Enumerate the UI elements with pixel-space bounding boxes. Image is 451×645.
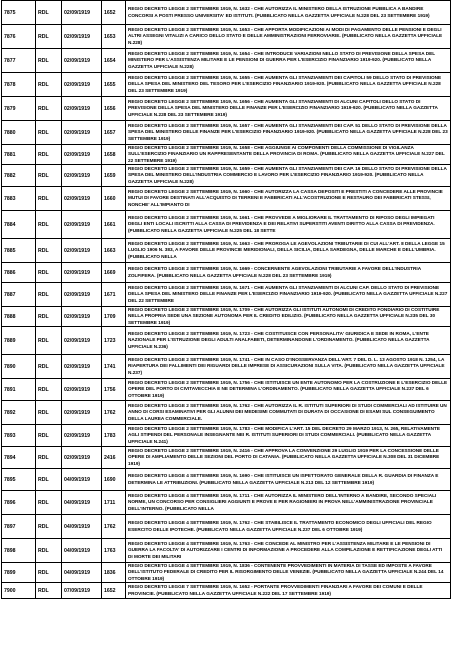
record-number: 7880 [2, 121, 36, 145]
record-number: 7893 [2, 425, 36, 447]
record-code: 1669 [102, 263, 126, 283]
record-date: 04/09/1919 [62, 539, 102, 563]
table-row [2, 401, 451, 425]
record-number: 7886 [2, 263, 36, 283]
table-row [2, 447, 451, 469]
record-type: RDL [36, 263, 62, 283]
record-date: 02/09/1919 [62, 379, 102, 401]
record-number: 7881 [2, 145, 36, 165]
table-row [2, 263, 451, 283]
record-date: 02/09/1919 [62, 239, 102, 263]
record-number: 7895 [2, 469, 36, 491]
record-description: REGIO DECRETO LEGGE 2 SETTEMBRE 1919, N. 1723 - CHE COSTITUISCE CON PERSONALITA' GIURIDICA E SEDE IN ROMA, L'ENTE NAZIONALE PER L'ISTRUZIONE DEGLI ADULTI ANALFABETI, DETERMINANDONE L'ORDINAMENTO. (PUBBLICATO NELLA GAZZETTA UFFICIALE N.236) [126, 327, 451, 355]
records-table [1, 0, 451, 599]
record-code: 1652 [102, 1, 126, 25]
record-description: REGIO DECRETO LEGGE 2 SETTEMBRE 1919, N. 2416 - CHE APPROVA LA CONVENZIONE 29 LUGLIO 1919 PER LA CONCESSIONE DELLE OPERE DI AMPLIAMENTO DELLE SEZIONI DEL PORTO DI CATANIA. (PUBBLICATO NELLA GAZZETTA UFFICIALE N.308 DEL 31 DICEMBRE 1919) [126, 447, 451, 469]
record-date: 02/09/1919 [62, 25, 102, 49]
record-type: RDL [36, 187, 62, 211]
record-type: RDL [36, 307, 62, 327]
record-number: 7877 [2, 49, 36, 73]
record-code: 1763 [102, 539, 126, 563]
record-description: REGIO DECRETO LEGGE 4 SETTEMBRE 1919, N. 1690 - CHE ISTITUISCE UN ISPETTORATO GENERALE DELLA R. GUARDIA DI FINANZA E DETERMINA LE ATTRIBUZIONI. (PUBBLICATO NELLA GAZZETTA UFFICIALE N.213 DEL 12 SETTEMBRE 1919) [126, 469, 451, 491]
record-date: 04/09/1919 [62, 491, 102, 515]
record-number: 7899 [2, 563, 36, 583]
record-type: RDL [36, 49, 62, 73]
record-date: 02/09/1919 [62, 73, 102, 97]
table-row [2, 187, 451, 211]
record-date: 02/09/1919 [62, 145, 102, 165]
record-type: RDL [36, 327, 62, 355]
record-code: 1663 [102, 239, 126, 263]
record-number: 7884 [2, 211, 36, 239]
record-number: 7897 [2, 515, 36, 539]
record-number: 7879 [2, 97, 36, 121]
record-type: RDL [36, 73, 62, 97]
table-row [2, 425, 451, 447]
record-date: 02/09/1919 [62, 425, 102, 447]
record-description: REGIO DECRETO LEGGE 2 SETTEMBRE 1919, N. 1658 - CHE AGGIUNGE AI COMPONENTI DELLA COMMISSIONE DI VIGILANZA SULL'ESERCIZIO FINANZIARIO UN RAPPRESENTANTE DELLA PROVINCIA DI ROMA. (PUBBLICATO NELLA GAZZETTA UFFICIALE N.227 DEL 22 SETTEMBRE 1919) [126, 145, 451, 165]
table-row [2, 97, 451, 121]
record-code: 1709 [102, 307, 126, 327]
table-row [2, 563, 451, 583]
record-number: 7892 [2, 401, 36, 425]
table-row [2, 165, 451, 187]
table-row [2, 1, 451, 25]
record-description: REGIO DECRETO LEGGE 2 SETTEMBRE 1919, N. 1663 - CHE PROROGA LE AGEVOLAZIONI TRIBUTARIE DI CUI ALL'ART. 8 DELLA LEGGE 15 LUGLIO 1906 N. 383, A FAVORE DELLE PROVINCIE MERIDIONALI, DELLA SICILIA, DELLA SARDEGNA, DELLE MARCHE E DELL'UMBRIA. (PUBBLICATO NELLA [126, 239, 451, 263]
record-code: 1723 [102, 327, 126, 355]
record-date: 02/09/1919 [62, 211, 102, 239]
record-number: 7878 [2, 73, 36, 97]
record-number: 7896 [2, 491, 36, 515]
table-row [2, 355, 451, 379]
table-row [2, 121, 451, 145]
record-date: 02/09/1919 [62, 307, 102, 327]
record-number: 7888 [2, 307, 36, 327]
record-code: 1661 [102, 211, 126, 239]
record-type: RDL [36, 515, 62, 539]
table-row [2, 239, 451, 263]
record-number: 7887 [2, 283, 36, 307]
record-type: RDL [36, 379, 62, 401]
table-row [2, 515, 451, 539]
record-date: 07/09/1919 [62, 583, 102, 599]
record-description: REGIO DECRETO LEGGE 2 SETTEMBRE 1919, N. 1654 - CHE INTRODUCE VARIAZIONI NELLO STATO DI PREVISIONE DELLA SPESA DEL MINISTERO PER L'ASSISTENZA MILITARE E LE PENSIONI DI GUERRA PER L'ESERCIZIO FINANZIARIO 1919-920. (PUBBLICATO NELLA GAZZETTA UFFICIALE N.228) [126, 49, 451, 73]
record-code: 1658 [102, 145, 126, 165]
record-number: 7894 [2, 447, 36, 469]
record-type: RDL [36, 447, 62, 469]
record-date: 04/09/1919 [62, 563, 102, 583]
record-type: RDL [36, 145, 62, 165]
record-type: RDL [36, 491, 62, 515]
record-date: 02/09/1919 [62, 355, 102, 379]
table-row [2, 583, 451, 599]
record-description: REGIO DECRETO LEGGE 4 SETTEMBRE 1919, N. 1762 - CHE STABILISCE IL TRATTAMENTO ECONOMICO DEGLI UFFICIALI DEL REGIO ESERCITO DELLE IPOTECHE. (PUBBLICATO NELLA GAZZETTA UFFICIALE N.237 DEL 6 OTTOBRE 1919) [126, 515, 451, 539]
record-number: 7875 [2, 1, 36, 25]
table-row [2, 469, 451, 491]
record-code: 1656 [102, 97, 126, 121]
record-description: REGIO DECRETO LEGGE 2 SETTEMBRE 1919, N. 1661 - CHE PROVVEDE A MIGLIORARE IL TRATTAMENTO DI RIPOSO DEGLI IMPIEGATI DEGLI ENTI LOCALI ISCRITTI ALLA CASSA DI PREVIDENZA E DEI RELATIVI SUPERSTITI AVENTI DIRITTO ALLA CASSA DI PREVIDENZA. (PUBBLICATO NELLA GAZZETTA UFFICIALE N.225 DEL 18 SETTE [126, 211, 451, 239]
record-description: REGIO DECRETO LEGGE 2 SETTEMBRE 1919, N. 1756 - CHE ISTITUISCE UN ENTE AUTONOMO PER LA COSTRUZIONE E L'ESERCIZIO DELLE OPERE DEL PORTO DI CIVITAVECCHIA E NE DETERMINA L'ORDINAMENTO. (PUBBLICATO NELLA GAZZETTA UFFICIALE N.237 DEL 6 OTTOBRE 1919) [126, 379, 451, 401]
record-description: REGIO DECRETO LEGGE 2 SETTEMBRE 1919, N. 1741 - CHE IN CASO D'INOSSERVANZA DELL'ART. 7 DEL D. L. 13 AGOSTO 1918 N. 1254, LA RIAPERTURA DEI FALLIMENTI DEI RIGUARDI DELLE IMPRESE DI ASSICURAZIONI SULLA VITA. (PUBBLICATO NELLA GAZZETTA UFFICIALE N.237) [126, 355, 451, 379]
table-row [2, 539, 451, 563]
record-code: 1762 [102, 515, 126, 539]
record-type: RDL [36, 25, 62, 49]
record-code: 1653 [102, 25, 126, 49]
table-row [2, 211, 451, 239]
record-date: 02/09/1919 [62, 447, 102, 469]
table-row [2, 49, 451, 73]
record-description: REGIO DECRETO LEGGE 2 SETTEMBRE 1919, N. 1657 - CHE AUMENTA GLI STANZIAMENTI DEI CAP. 51 DELLO STATO DI PREVISIONE DELLA SPESA DEL MINISTERO DELLE FINANZE PER L'ESERCIZIO FINANZIARIO 1919-920. (PUBBLICATO NELLA GAZZETTA UFFICIALE N.228 DEL 23 SETTEMBRE 1919) [126, 121, 451, 145]
record-type: RDL [36, 425, 62, 447]
record-description: REGIO DECRETO LEGGE 2 SETTEMBRE 1919, N. 1653 - CHE APPORTA MODIFICAZIONI AI MODI DI PAGAMENTO DELLE PENSIONI E DEGLI ALTRI ASSEGNI VITALIZI A CARICO DELLO STATO E DELLE AMMINISTRAZIONI FERROVIARIE. (PUBBLICATO NELLA GAZZETTA UFFICIALE N.228) [126, 25, 451, 49]
record-type: RDL [36, 121, 62, 145]
record-description: REGIO DECRETO LEGGE 2 SETTEMBRE 1919, N. 1655 - CHE AUMENTA GLI STANZIAMENTI DEI CAPITOLI 59 DELLO STATO DI PREVISIONE DELLA SPESA DEL MINISTERO DEL TESORO PER L'ESERCIZIO FINANZIARIO 1919-920. (PUBBLICATO NELLA GAZZETTA UFFICIALE N.228 DEL 23 SETTEMBRE 1919) [126, 73, 451, 97]
record-type: RDL [36, 283, 62, 307]
record-type: RDL [36, 583, 62, 599]
record-type: RDL [36, 1, 62, 25]
record-type: RDL [36, 165, 62, 187]
record-code: 1690 [102, 469, 126, 491]
record-code: 1741 [102, 355, 126, 379]
table-row [2, 145, 451, 165]
record-number: 7890 [2, 355, 36, 379]
table-row [2, 307, 451, 327]
record-code: 1652 [102, 583, 126, 599]
record-date: 02/09/1919 [62, 401, 102, 425]
record-date: 02/09/1919 [62, 97, 102, 121]
table-row [2, 327, 451, 355]
table-row [2, 379, 451, 401]
table-row [2, 491, 451, 515]
record-code: 1762 [102, 401, 126, 425]
record-code: 1711 [102, 491, 126, 515]
record-code: 1659 [102, 165, 126, 187]
record-code: 1654 [102, 49, 126, 73]
record-code: 1660 [102, 187, 126, 211]
record-type: RDL [36, 401, 62, 425]
record-number: 7883 [2, 187, 36, 211]
record-type: RDL [36, 239, 62, 263]
record-code: 1783 [102, 425, 126, 447]
record-date: 02/09/1919 [62, 327, 102, 355]
record-type: RDL [36, 563, 62, 583]
table-row [2, 283, 451, 307]
table-row [2, 73, 451, 97]
record-code: 1671 [102, 283, 126, 307]
record-description: REGIO DECRETO LEGGE 2 SETTEMBRE 1919, N. 1762 - CHE AUTORIZZA IL R. ISTITUTI SUPERIORI DI STUDI COMMERCIALI AD ISTITUIRE UN ANNO DI CORSI ESAMINATIVI PER GLI ALUNNI DEI MEDESIMI COMMUTATI DI DURATA DI OCCASIONE DI ESAMI SUL CONSEGUIMENTO DELLA LAUREA COMMERCIALE. [126, 401, 451, 425]
record-date: 04/09/1919 [62, 469, 102, 491]
record-number: 7882 [2, 165, 36, 187]
record-date: 02/09/1919 [62, 121, 102, 145]
record-number: 7891 [2, 379, 36, 401]
record-description: REGIO DECRETO LEGGE 2 SETTEMBRE 1919, N. 1659 - CHE AUMENTA GLI STANZIAMENTI DEI CAP. 16 DELLO STATO DI PREVISIONE DELLA SPESA DEL MINISTERO DELL'INDUSTRIA COMMERCIO E LAVORO PER L'ESERCIZIO FINANZIARIO 1919-920. (PUBBLICATO NELLA GAZZETTA UFFICIALE N.228) [126, 165, 451, 187]
record-code: 2416 [102, 447, 126, 469]
record-description: REGIO DECRETO LEGGE 2 SETTEMBRE 1919, N. 1669 - CONCERNENTE AGEVOLAZIONI TRIBUTARIE A FAVORE DELL'INDUSTRIA ZOLFIFERA. (PUBBLICATO NELLA GAZZETTA UFFICIALE N.228 DEL 23 SETTEMBRE 1919) [126, 263, 451, 283]
record-date: 04/09/1919 [62, 515, 102, 539]
record-description: REGIO DECRETO LEGGE 4 SETTEMBRE 1919, N. 1836 - CONTENENTE PROVVEDIMENTI IN MATERIA DI TASSE ED IMPOSTE A FAVORE DELL'ISTITUTO FEDERALE DI CREDITO PER IL RISORGIMENTO DELLE VENEZIE. (PUBBLICATO NELLA GAZZETTA UFFICIALE N.244 DEL 14 OTTOBRE 1919) [126, 563, 451, 583]
record-description: REGIO DECRETO LEGGE 4 SETTEMBRE 1919, N. 1711 - CHE AUTORIZZA IL MINISTERO DELL'INTERNO A BANDIRE, SECONDO SPECIALI NORME, UN CONCORSO PER CONSIGLIERI AGGIUNTI E PROVE E PER RAGIONIERI IN PROVA NELL'AMMINISTRAZIONE PROVINCIALE DELL'INTERNO. (PUBBLICATO NELLA [126, 491, 451, 515]
record-code: 1836 [102, 563, 126, 583]
record-date: 02/09/1919 [62, 263, 102, 283]
record-date: 02/09/1919 [62, 49, 102, 73]
record-description: REGIO DECRETO LEGGE 2 SETTEMBRE 1919, N. 1656 - CHE AUMENTA GLI STANZIAMENTI DI ALCUNI CAPITOLI DELLO STATO DI PREVISIONE DELLA SPESA DEL MINISTERO DELLE FINANZE PER L'ESERCIZIO FINANZIARIO 1919-920. (PUBBLICATO NELLA GAZZETTA UFFICIALE N.228 DEL 23 SETTEMBRE 1919) [126, 97, 451, 121]
record-number: 7889 [2, 327, 36, 355]
record-number: 7885 [2, 239, 36, 263]
record-type: RDL [36, 469, 62, 491]
record-description: REGIO DECRETO LEGGE 2 SETTEMBRE 1919, N. 1660 - CHE AUTORIZZA LA CASSA DEPOSITI E PRESTITI A CONCEDERE ALLE PROVINCIE MUTUI DI FAVORE DESTINATI ALL'ACQUISTO DI TERRENI E FABBRICATI ALL'ACOSTRUZIONE E RESTAURO DEI FABBRICATI STESSI, NONCHE' ALL'IMPIANTO DI [126, 187, 451, 211]
record-date: 02/09/1919 [62, 187, 102, 211]
record-type: RDL [36, 355, 62, 379]
record-description: REGIO DECRETO LEGGE 2 SETTEMBRE 1919, N. 1709 - CHE AUTORIZZA GLI ISTITUTI AUTONOMI DI CREDITO FONDIARIO DI COSTITUIRE NELLA PROPRIA SEDE UNA SEZIONE AUTONOMA PER IL CREDITO EDILIZIO. (PUBBLICATO NELLA GAZZETTA UFFICIALE N.235 DEL 30 SETTEMBRE 1919) [126, 307, 451, 327]
record-type: RDL [36, 97, 62, 121]
record-type: RDL [36, 539, 62, 563]
record-type: RDL [36, 211, 62, 239]
record-description: REGIO DECRETO LEGGE 2 SETTEMBRE 1919, N. 1671 - CHE AUMENTA GLI STANZIAMENTI DI ALCUNI CAP. DELLO STATO DI PREVISIONE DELLA SPESA DEL MINISTERO DELLE FINANZE PER L'ESERCIZIO FINANZIARIO 1919-920. (PUBBLICATO NELLA GAZZETTA UFFICIALE N.227 DEL 22 SETTEMBRE [126, 283, 451, 307]
record-code: 1657 [102, 121, 126, 145]
record-number: 7900 [2, 583, 36, 599]
records-body [2, 1, 451, 599]
record-date: 02/09/1919 [62, 165, 102, 187]
table-row [2, 25, 451, 49]
record-code: 1655 [102, 73, 126, 97]
record-description: REGIO DECRETO LEGGE 2 SETTEMBRE 1919, N. 1632 - CHE AUTORIZZA IL MINISTERO DELLA ISTRUZIONE PUBBLICA A BANDIRE CONCORSI A POSTI PRESSO UNIVERSITA' ED ISTITUTI. (PUBBLICATO NELLA GAZZETTA UFFICIALE N.228 DEL 23 SETTEMBRE 1919) [126, 1, 451, 25]
record-code: 1756 [102, 379, 126, 401]
record-description: REGIO DECRETO LEGGE 4 SETTEMBRE 1919, N. 1763 - CHE CONCEDE AL MINISTRO PER L'ASSISTENZA MILITARE E LE PENSIONI DI GUERRA LA FACOLTA' DI AUTORIZZARE I CENTRI DI INFORMAZIONE A PROCEDERE ALLA COMPILAZIONE E RETTIFICAZIONE DEGLI ATTI DI MORTE DEI MILITARI [126, 539, 451, 563]
record-date: 02/09/1919 [62, 283, 102, 307]
record-number: 7876 [2, 25, 36, 49]
record-date: 02/09/1919 [62, 1, 102, 25]
record-number: 7898 [2, 539, 36, 563]
record-description: REGIO DECRETO LEGGE 2 SETTEMBRE 1919, N. 1783 - CHE MODIFICA L'ART. 15 DEL DECRETO 29 MARZO 1913, N. 265, RELATIVAMENTE AGLI STIPENDI DEL PERSONALE INSEGNANTE NEI R. ISTITUTI SUPERIORI DI STUDI COMMERCIALI. (PUBBLICATO NELLA GAZZETTA UFFICIALE N.241) [126, 425, 451, 447]
record-description: REGIO DECRETO LEGGE 7 SETTEMBRE 1919, N. 1652 - PORTANTE PROVVEDIMENTI FINANZIARI A FAVORE DEI COMUNI E DELLE PROVINCIE. (PUBBLICATO NELLA GAZZETTA UFFICIALE N.222 DEL 17 SETTEMBRE 1919) [126, 583, 451, 599]
